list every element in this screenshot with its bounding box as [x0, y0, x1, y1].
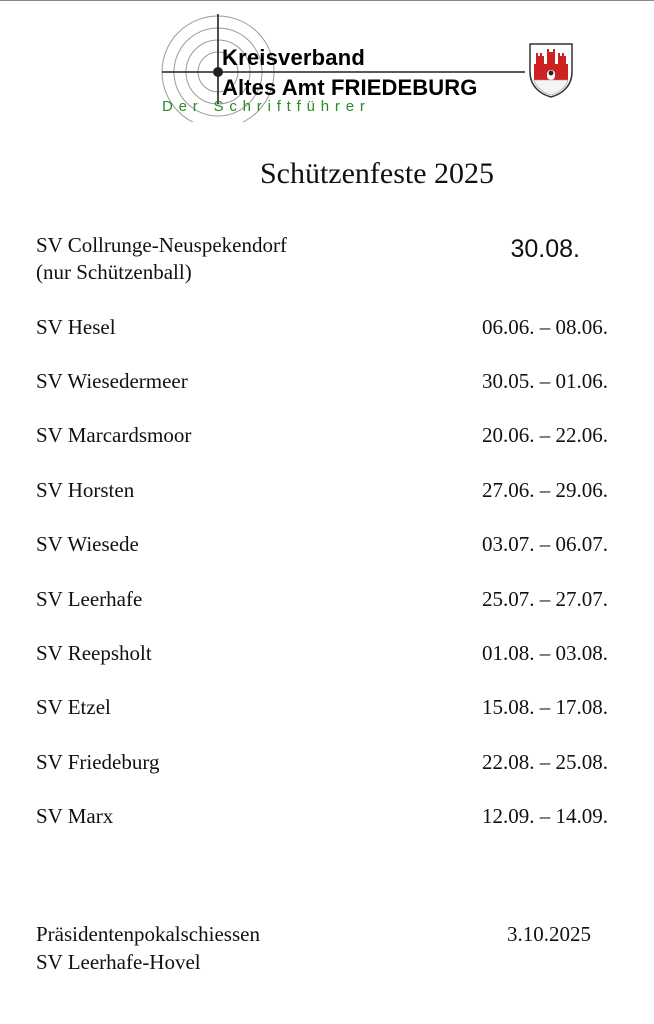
- org-name-line1: Kreisverband: [222, 45, 366, 70]
- event-row: [36, 640, 616, 680]
- special-event-title: Präsidentenpokalschiessen: [36, 922, 260, 946]
- event-club-name: SV Horsten: [36, 478, 135, 502]
- event-club-name: SV Friedeburg: [36, 750, 160, 774]
- org-subtitle: Der Schriftführer: [162, 98, 371, 115]
- event-date: 25.07. – 27.07.: [482, 587, 608, 611]
- event-club-name: SV Etzel: [36, 695, 111, 719]
- event-club-name: SV Reepsholt: [36, 641, 152, 665]
- event-date: 12.09. – 14.09.: [482, 804, 608, 828]
- org-name-line2: Altes Amt FRIEDEBURG: [222, 75, 478, 100]
- event-row: [36, 749, 616, 789]
- event-club-name: SV Hesel: [36, 315, 116, 339]
- event-row: [36, 531, 616, 571]
- event-row: [36, 422, 616, 462]
- special-event-club: SV Leerhafe-Hovel: [36, 950, 201, 974]
- event-club-name: SV Marx: [36, 804, 114, 828]
- event-row: [36, 368, 616, 408]
- event-row: [36, 232, 616, 284]
- event-club-name: SV Leerhafe: [36, 587, 143, 611]
- event-date: 30.08.: [510, 235, 580, 263]
- event-date: 03.07. – 06.07.: [482, 532, 608, 556]
- top-border: [0, 0, 654, 1]
- event-club-name: SV Marcardsmoor: [36, 423, 192, 447]
- event-club-name: SV Wiesede: [36, 532, 139, 556]
- event-club-name: SV Wiesedermeer: [36, 369, 188, 393]
- special-event-date: 3.10.2025: [507, 922, 591, 946]
- event-date: 01.08. – 03.08.: [482, 641, 608, 665]
- event-date: 15.08. – 17.08.: [482, 695, 608, 719]
- event-note: (nur Schützenball): [36, 260, 192, 284]
- event-date: 27.06. – 29.06.: [482, 478, 608, 502]
- page-title: Schützenfeste 2025: [259, 157, 495, 190]
- event-row: [36, 586, 616, 626]
- association-logo: [160, 12, 580, 122]
- event-date: 20.06. – 22.06.: [482, 423, 608, 447]
- event-date: 06.06. – 08.06.: [482, 315, 608, 339]
- event-date: 30.05. – 01.06.: [482, 369, 608, 393]
- castle-crest-icon: [528, 42, 574, 98]
- event-row: [36, 477, 616, 517]
- event-row: [36, 314, 616, 354]
- event-row: [36, 694, 616, 734]
- event-club-name: SV Collrunge-Neuspekendorf: [36, 233, 287, 257]
- event-date: 22.08. – 25.08.: [482, 750, 608, 774]
- event-row: [36, 803, 616, 843]
